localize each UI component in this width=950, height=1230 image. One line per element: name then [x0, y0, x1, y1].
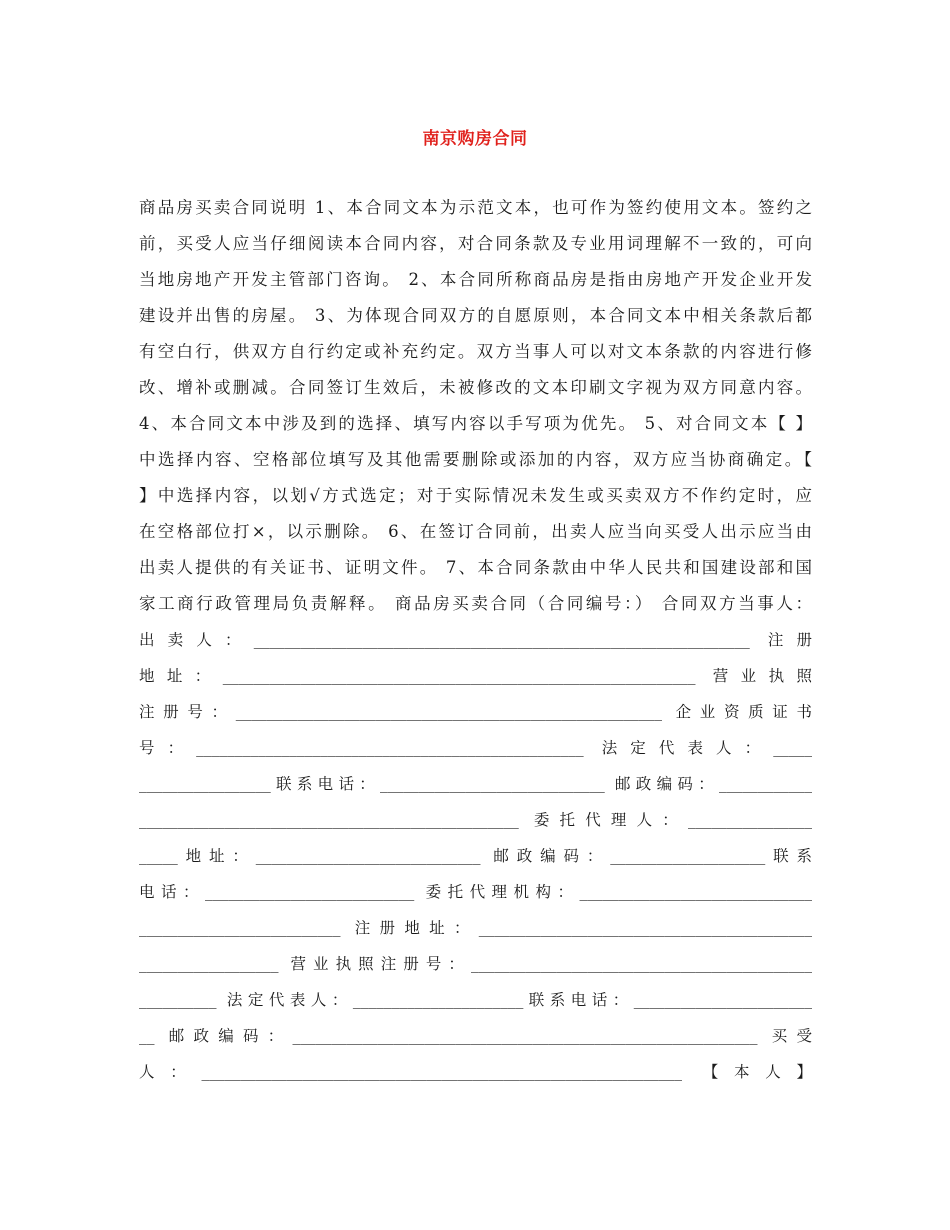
body-line: 】中选择内容，以划√方式选定；对于实际情况未发生或买卖双方不作约定时，应	[139, 486, 812, 505]
body-line: 出卖人提供的有关证书、证明文件。 7、本合同条款由中华人民共和国建设部和国	[139, 558, 812, 577]
document-title: 南京购房合同	[422, 129, 528, 149]
form-line-agency: 电话：___________________________ 委托代理机构：______________________________	[139, 883, 812, 901]
body-line: 当地房地产开发主管部门咨询。 2、本合同所称商品房是指由房地产开发企业开发	[139, 270, 812, 289]
body-line: 商品房买卖合同说明 1、本合同文本为示范文本，也可作为签约使用文本。签约之	[139, 198, 812, 217]
body-line: 建设并出售的房屋。 3、为体现合同双方的自愿原则，本合同文本中相关条款后都	[139, 306, 812, 325]
body-line: 前，买受人应当仔细阅读本合同内容，对合同条款及专业用词理解不一致的，可向	[139, 234, 812, 253]
form-line-qualification: 号：__________________________________________________ 法定代表人：_____	[139, 739, 812, 757]
body-line: 在空格部位打×，以示删除。 6、在签订合同前，出卖人应当向买受人出示应当由	[139, 522, 812, 541]
form-line-seller: 出卖人：________________________________________________________________ 注册	[139, 631, 812, 649]
body-line: 4、本合同文本中涉及到的选择、填写内容以手写项为优先。 5、对合同文本【 】	[139, 414, 812, 433]
body-line: 有空白行，供双方自行约定或补充约定。双方当事人可以对文本条款的内容进行修	[139, 342, 812, 361]
form-line-registration: 注册号：_______________________________________________________ 企业资质证书	[139, 703, 812, 721]
body-line: 家工商行政管理局负责解释。 商品房买卖合同（合同编号：） 合同双方当事人：	[139, 594, 812, 613]
form-line-phone: _________________联系电话：_____________________________ 邮政编码：____________	[139, 775, 812, 793]
form-line-agent-address: _____地址：_____________________________ 邮政编码：____________________联系	[139, 847, 812, 865]
form-line-agent: _________________________________________________ 委托代理人：________________	[139, 811, 812, 829]
form-line-agency-address: __________________________ 注册地址：___________________________________________	[139, 919, 812, 937]
form-line-postcode: __ 邮政编码：____________________________________________________________ 买受	[139, 1027, 812, 1045]
body-line: 中选择内容、空格部位填写及其他需要删除或添加的内容，双方应当协商确定。【	[139, 450, 812, 469]
form-line-agency-rep: __________ 法定代表人：______________________联系电话：_______________________	[139, 991, 812, 1009]
body-line: 改、增补或删减。合同签订生效后，未被修改的文本印刷文字视为双方同意内容。	[139, 378, 812, 397]
form-line-agency-license: __________________ 营业执照注册号：____________________________________________	[139, 955, 812, 973]
form-line-buyer: 人：______________________________________________________________ 【本人】	[139, 1063, 812, 1081]
form-line-address: 地址：_____________________________________________________________ 营业执照	[139, 667, 812, 685]
